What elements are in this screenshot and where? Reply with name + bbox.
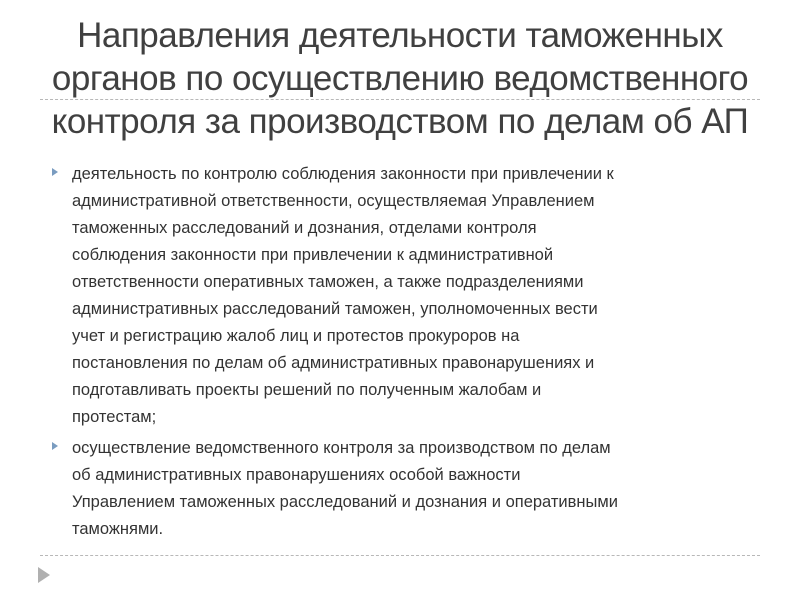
bullet-line: подготавливать проекты решений по полученным жалобам и bbox=[72, 381, 542, 399]
bullet-line: таможнями. bbox=[72, 520, 164, 538]
bullet-line: административных расследований таможен, уполномоченных вести bbox=[72, 300, 598, 318]
bullet-list bbox=[50, 161, 750, 547]
bullet-line: осуществление ведомственного контроля за производством по делам bbox=[72, 439, 611, 457]
bullet-line: об административных правонарушениях особой важности bbox=[72, 466, 521, 484]
slide-title bbox=[40, 14, 760, 143]
slide-title-line: органов по осуществлению ведомственного bbox=[51, 59, 749, 98]
bullet-text bbox=[72, 435, 750, 543]
slide-title-line: контроля за производством по делам об АП bbox=[51, 102, 749, 141]
bullet-line: постановления по делам об административных правонарушениях и bbox=[72, 354, 595, 372]
bullet-line: таможенных расследований и дознания, отделами контроля bbox=[72, 219, 537, 237]
bullet-line: административной ответственности, осуществляемая Управлением bbox=[72, 192, 595, 210]
triangle-bullet-icon bbox=[52, 168, 58, 176]
bullet-item bbox=[50, 435, 750, 543]
bullet-text bbox=[72, 161, 750, 431]
bullet-line: учет и регистрацию жалоб лиц и протестов прокуроров на bbox=[72, 327, 520, 345]
footer-divider bbox=[40, 555, 760, 556]
bullet-line: ответственности оперативных таможен, а также подразделениями bbox=[72, 273, 584, 291]
bullet-item bbox=[50, 161, 750, 431]
bullet-line: Управлением таможенных расследований и дознания и оперативными bbox=[72, 493, 618, 511]
slide-title-line: Направления деятельности таможенных bbox=[77, 16, 723, 55]
triangle-nav-icon[interactable] bbox=[38, 567, 50, 583]
triangle-bullet-icon bbox=[52, 442, 58, 450]
bullet-line: соблюдения законности при привлечении к административной bbox=[72, 246, 554, 264]
bullet-line: протестам; bbox=[72, 408, 157, 426]
title-divider bbox=[40, 99, 760, 100]
bullet-line: деятельность по контролю соблюдения законности при привлечении к bbox=[72, 165, 614, 183]
